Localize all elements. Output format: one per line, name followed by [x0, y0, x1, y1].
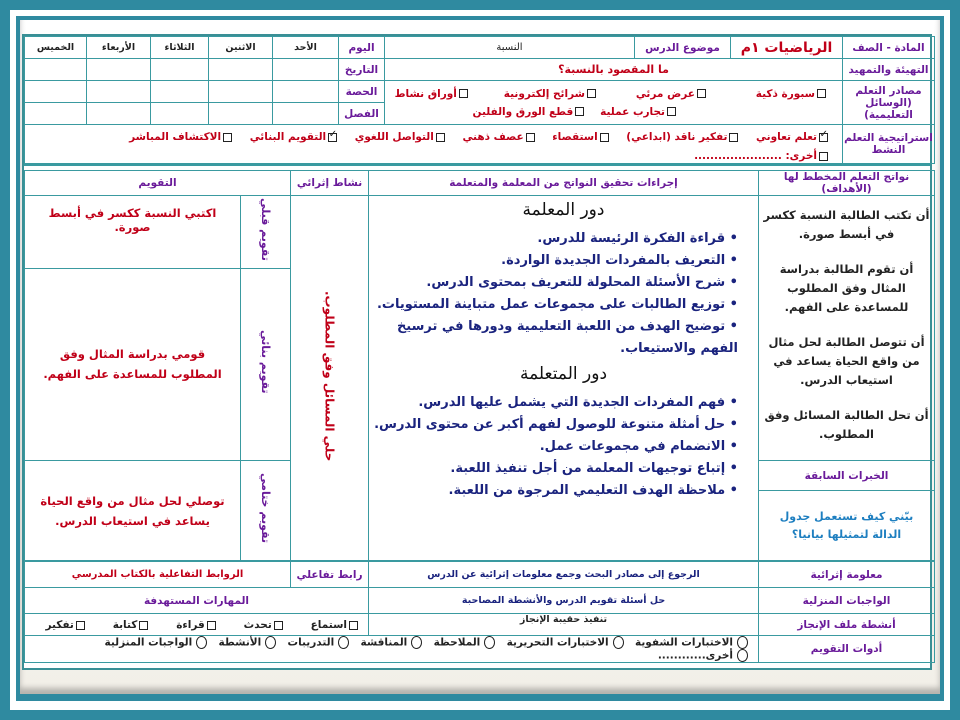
checkbox-icon[interactable] — [223, 133, 232, 142]
tool-option[interactable]: أخرى............ — [658, 649, 752, 662]
class-cell[interactable] — [273, 103, 339, 125]
checkbox-icon[interactable] — [667, 107, 676, 116]
list-item: • الانضمام في مجموعات عمل. — [369, 436, 738, 458]
footer-table — [24, 561, 935, 663]
period-cell[interactable] — [151, 81, 209, 103]
strategy-option[interactable]: عصف ذهني — [462, 131, 534, 143]
checkbox-icon[interactable] — [526, 133, 535, 142]
date-cell[interactable] — [87, 59, 151, 81]
procedures-cell — [369, 196, 759, 561]
tool-option[interactable]: التدريبات — [288, 636, 354, 649]
radio-icon[interactable] — [338, 636, 349, 649]
interactive-link-value[interactable]: الروابط التفاعلية بالكتاب المدرسي — [25, 562, 291, 588]
resource-option[interactable]: سبورة ذكية — [756, 85, 826, 103]
checkbox-icon[interactable] — [697, 89, 706, 98]
period-cell[interactable] — [209, 81, 273, 103]
checkbox-icon[interactable] — [436, 133, 445, 142]
day-tuesday: الثلاثاء — [151, 37, 209, 59]
class-cell[interactable] — [151, 103, 209, 125]
procedures-header: إجراءات تحقيق النواتج من المعلمة والمتعلمة — [369, 171, 759, 196]
strategy-option[interactable]: أخرى: ...................... — [694, 150, 828, 162]
assessment-tools-options — [25, 636, 759, 663]
list-item: • حل أمثلة متنوعة للوصول لفهم أكبر عن محتوى الدرس. — [369, 414, 738, 436]
strategy-option[interactable]: تفكير ناقد (ابداعي) — [626, 131, 738, 143]
goals-cell — [759, 196, 935, 461]
checkbox-icon[interactable] — [600, 133, 609, 142]
radio-icon[interactable] — [484, 636, 495, 649]
strategy-option[interactable]: ✓التقويم البنائي — [250, 131, 337, 143]
list-item: • توزيع الطالبات على مجموعات عمل متباينة المستويات. — [369, 294, 738, 316]
assessment-header: التقويم — [25, 171, 291, 196]
class-cell[interactable] — [209, 103, 273, 125]
period-cell[interactable] — [25, 81, 87, 103]
goal-item: أن تتوصل الطالبة لحل مثال من واقع الحياة يساعد في استيعاب الدرس. — [768, 335, 925, 387]
enrichment-info-label: معلومة إثرائية — [759, 562, 935, 588]
subject-grade-label: المادة - الصف — [843, 37, 935, 59]
strategy-option[interactable]: الاكتشاف المباشر — [129, 131, 232, 143]
skill-option[interactable]: تفكير — [45, 619, 84, 631]
strategy-option[interactable]: ✓تعلم تعاوني — [756, 131, 828, 143]
checkbox-icon[interactable] — [729, 133, 738, 142]
checkbox-icon[interactable] — [575, 107, 584, 116]
tool-option[interactable]: الأنشطة — [219, 636, 281, 649]
checkbox-icon[interactable] — [349, 621, 358, 630]
resource-option[interactable]: عرض مرئي — [636, 85, 706, 103]
goal-item: أن تحل الطالبة المسائل وفق المطلوب. — [764, 408, 929, 441]
skill-option[interactable]: استماع — [311, 619, 358, 631]
radio-icon[interactable] — [411, 636, 422, 649]
checkbox-checked-icon[interactable] — [328, 133, 337, 142]
enrichment-header: نشاط إثرائي — [291, 171, 369, 196]
interactive-link-label: رابط تفاعلي — [291, 562, 369, 588]
checkbox-icon[interactable] — [207, 621, 216, 630]
teacher-role-title: دور المعلمة — [522, 200, 605, 220]
lesson-plan-sheet — [22, 34, 932, 670]
resource-option[interactable]: تجارب عملية — [600, 103, 676, 121]
skill-option[interactable]: قراءة — [176, 619, 216, 631]
portfolio-label: أنشطة ملف الإنجاز — [759, 614, 935, 636]
class-cell[interactable] — [25, 103, 87, 125]
list-item: • إتباع توجيهات المعلمة من أجل تنفيذ اللعبة. — [369, 458, 738, 480]
subject-grade-value[interactable]: الرياضيات ١م — [731, 37, 843, 59]
checkbox-icon[interactable] — [819, 152, 828, 161]
resource-option[interactable]: شرائح إلكترونية — [504, 85, 596, 103]
prior-knowledge-text: بيّني كيف تستعمل جدول الدالة لتمثيلها بيانيا؟ — [759, 491, 935, 561]
checkbox-icon[interactable] — [817, 89, 826, 98]
radio-icon[interactable] — [613, 636, 624, 649]
lesson-topic-value[interactable]: النسبة — [385, 37, 635, 59]
intro-label: التهيئة والتمهيد — [843, 59, 935, 81]
intro-value[interactable]: ما المقصود بالنسبة؟ — [385, 59, 843, 81]
assessment-tools-label: أدوات التقويم — [759, 636, 935, 663]
class-cell[interactable] — [87, 103, 151, 125]
checkbox-icon[interactable] — [274, 621, 283, 630]
tool-option[interactable]: الاختبارات التحريرية — [507, 636, 628, 649]
list-item: • فهم المفردات الجديدة التي يشمل عليها الدرس. — [369, 392, 738, 414]
portfolio-value[interactable]: تنفيذ حقيبة الإنجاز — [369, 614, 759, 636]
checkbox-icon[interactable] — [76, 621, 85, 630]
strategy-option[interactable]: التواصل اللغوي — [355, 131, 445, 143]
period-label: الحصة — [339, 81, 385, 103]
enrichment-cell — [291, 196, 369, 561]
date-cell[interactable] — [209, 59, 273, 81]
teacher-role-list — [369, 228, 758, 360]
assessment-text: توصلي لحل مثال من واقع الحياة يساعد في استيعاب الدرس. — [25, 461, 241, 561]
learner-role-list — [369, 392, 758, 502]
skill-option[interactable]: كتابة — [113, 619, 149, 631]
strategy-option[interactable]: استقصاء — [552, 131, 608, 143]
header-table — [24, 36, 935, 164]
tool-option[interactable]: الواجبات المنزلية — [105, 636, 212, 649]
goal-item: أن تقوم الطالبة بدراسة المثال وفق المطلوب للمساعدة على الفهم. — [779, 262, 914, 314]
homework-label: الواجبات المنزلية — [759, 588, 935, 614]
tool-option[interactable]: المناقشة — [361, 636, 427, 649]
enrichment-info-value[interactable]: الرجوع إلى مصادر البحث وجمع معلومات إثرائية عن الدرس — [369, 562, 759, 588]
checkbox-icon[interactable] — [139, 621, 148, 630]
assessment-type-cell: تقويم قبلي — [241, 196, 291, 269]
resource-option[interactable]: أوراق نشاط — [395, 85, 468, 103]
checkbox-icon[interactable] — [459, 89, 468, 98]
list-item: • توضيح الهدف من اللعبة التعليمية ودورها في ترسيخ الفهم والاستيعاب. — [369, 316, 738, 360]
lesson-topic-label: موضوع الدرس — [635, 37, 731, 59]
date-cell[interactable] — [151, 59, 209, 81]
radio-icon[interactable] — [196, 636, 207, 649]
list-item: • شرح الأسئلة المحلولة للتعريف بمحتوى الدرس. — [369, 272, 738, 294]
goal-item: أن تكتب الطالبة النسبة ككسر في أبسط صورة. — [763, 208, 930, 241]
assessment-type-cell: تقويم ختامي — [241, 461, 291, 561]
resources-label: مصادر التعلم (الوسائل التعليمية) — [843, 81, 935, 125]
tool-option[interactable]: الملاحظة — [434, 636, 500, 649]
radio-icon[interactable] — [737, 636, 748, 649]
resources-options — [385, 81, 843, 125]
day-label: اليوم — [339, 37, 385, 59]
main-table — [24, 170, 935, 561]
class-label: الفصل — [339, 103, 385, 125]
skills-options — [25, 614, 369, 636]
checkbox-checked-icon[interactable] — [819, 133, 828, 142]
list-item: • ملاحظة الهدف التعليمي المرجوة من اللعبة. — [369, 480, 738, 502]
day-monday: الاثنين — [209, 37, 273, 59]
prior-knowledge-label: الخبرات السابقة — [759, 461, 935, 491]
homework-value[interactable]: حل أسئلة تقويم الدرس والأنشطة المصاحبة — [369, 588, 759, 614]
checkbox-icon[interactable] — [587, 89, 596, 98]
strategy-label: استراتيجية التعلم النشط — [843, 125, 935, 164]
strategy-options — [25, 125, 843, 164]
period-cell[interactable] — [87, 81, 151, 103]
radio-icon[interactable] — [737, 649, 748, 662]
tool-option[interactable]: الاختبارات الشفوية — [635, 636, 752, 649]
period-cell[interactable] — [273, 81, 339, 103]
day-thursday: الخميس — [25, 37, 87, 59]
enrichment-text: حلي المسائل وفق المطلوب. — [322, 290, 337, 462]
skills-label: المهارات المستهدفة — [25, 588, 369, 614]
skill-option[interactable]: تحدث — [244, 619, 283, 631]
learner-role-title: دور المتعلمة — [519, 364, 608, 384]
day-wednesday: الأربعاء — [87, 37, 151, 59]
outcomes-header: نواتج التعلم المخطط لها (الأهداف) — [759, 171, 935, 196]
assessment-text: اكتبي النسبة ككسر في أبسط صورة. — [25, 196, 241, 269]
list-item: • قراءة الفكرة الرئيسة للدرس. — [369, 228, 738, 250]
date-cell[interactable] — [25, 59, 87, 81]
radio-icon[interactable] — [265, 636, 276, 649]
resource-option[interactable]: قطع الورق والفلين — [473, 103, 585, 121]
date-label: التاريخ — [339, 59, 385, 81]
date-cell[interactable] — [273, 59, 339, 81]
day-sunday: الأحد — [273, 37, 339, 59]
assessment-text: قومي بدراسة المثال وفق المطلوب للمساعدة على الفهم. — [25, 268, 241, 460]
list-item: • التعريف بالمفردات الجديدة الواردة. — [369, 250, 738, 272]
assessment-type-cell: تقويم بنائي — [241, 268, 291, 460]
